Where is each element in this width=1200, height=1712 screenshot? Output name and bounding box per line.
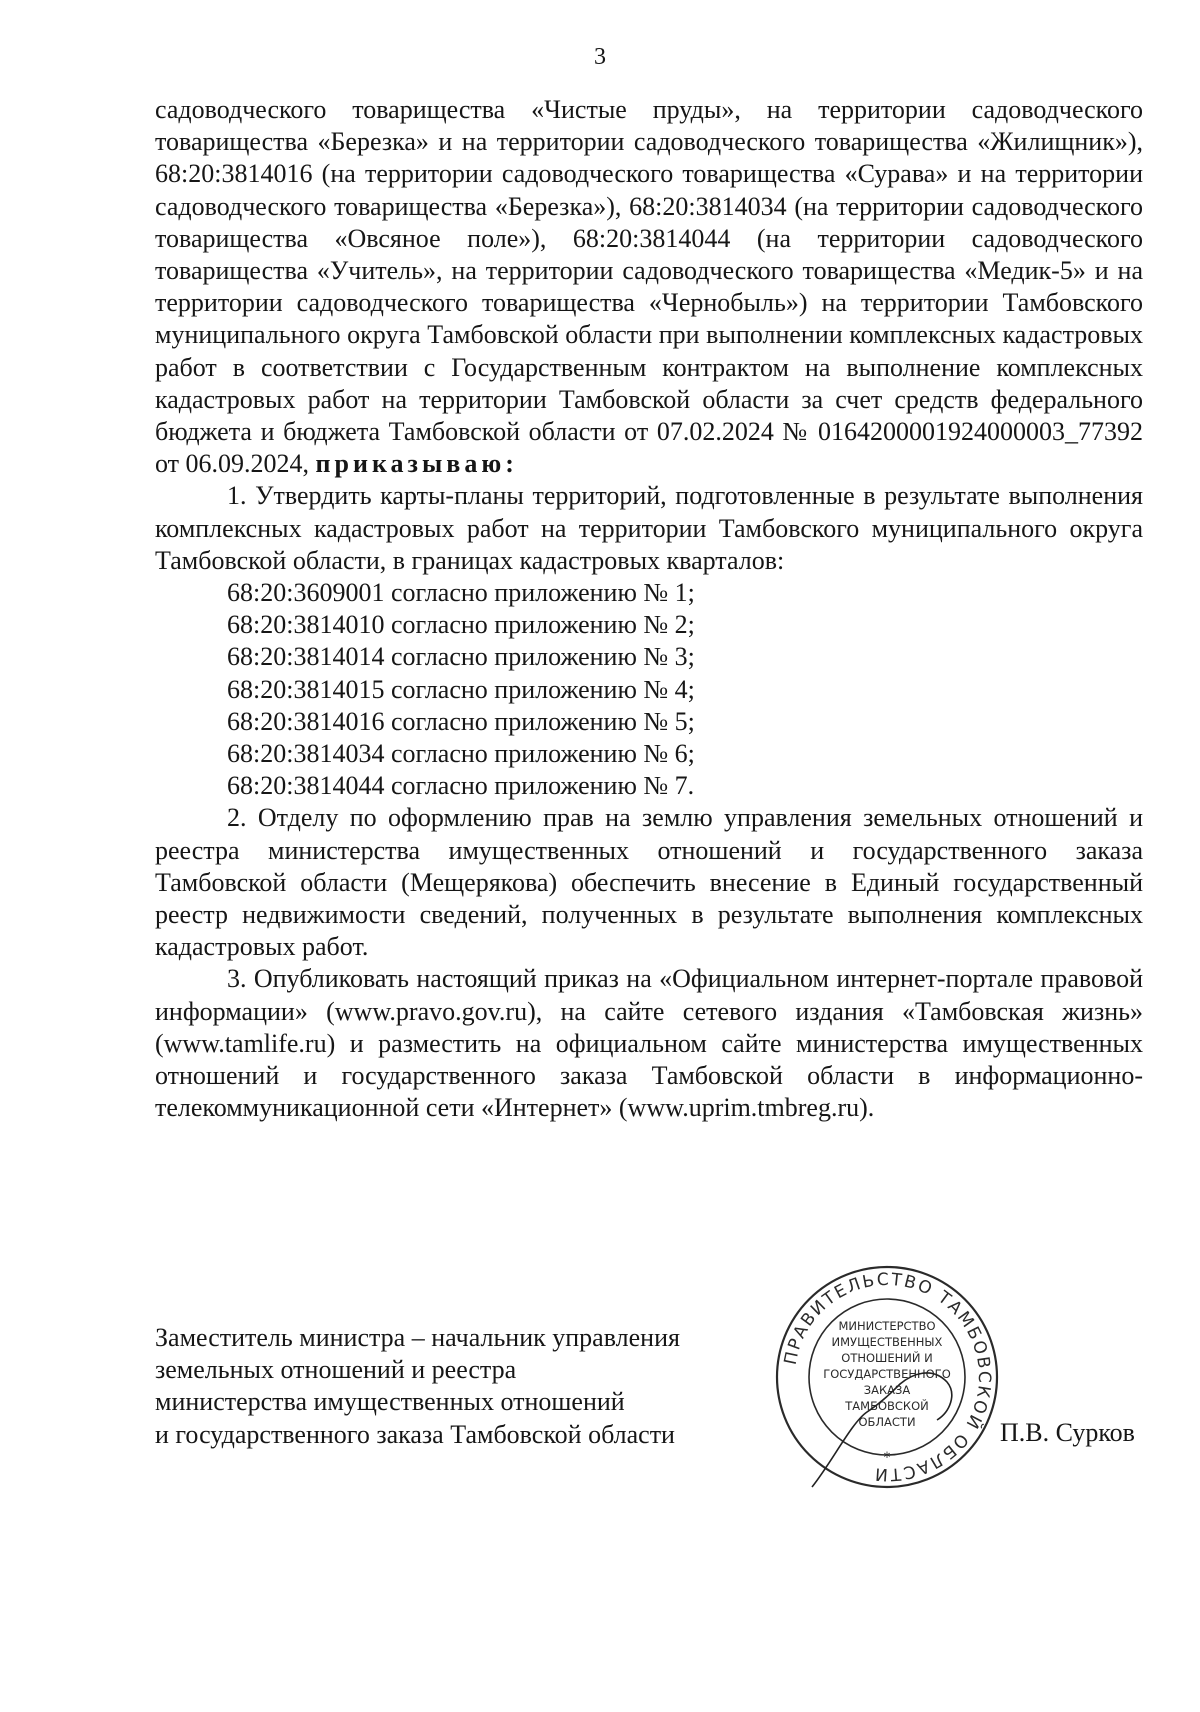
svg-text:ТАМБОВСКОЙ: ТАМБОВСКОЙ: [845, 1399, 929, 1413]
list-item: 68:20:3814034 согласно приложению № 6;: [227, 739, 695, 769]
svg-text:ОБЛАСТИ: ОБЛАСТИ: [858, 1415, 916, 1429]
official-seal: [772, 1262, 1002, 1492]
intro-text: садоводческого товарищества «Чистые пруды», на территории садоводческого товарищества «Березка» и на территории садоводческого товарищества «Жилищник»), 68:20:3814016 (на территории садоводческого товарищества «Сурава» и на территории садоводческого товарищества «Березка»), 68:20:3814034 (на территории садоводческого товарищества «Овсяное поле»), 68:20:3814044 (на территории садоводческого товарищества «Учитель», на территории садоводческого товарищества «Медик-5» и на территории садоводческого товарищества «Чернобыль») на территории Тамбовского муниципального округа Тамбовской области при выполнении комплексных кадастровых работ в соответствии с Государственным контрактом на выполнение комплексных кадастровых работ на территории Тамбовской области за счет средств федерального бюджета и бюджета Тамбовской области от 07.02.2024 № 0164200001924000003_77392 от 06.09.2024,: [155, 95, 1143, 479]
document-body: [155, 94, 1143, 1125]
position-line: и государственного заказа Тамбовской области: [155, 1419, 675, 1449]
svg-text:ОТНОШЕНИЙ И: ОТНОШЕНИЙ И: [841, 1351, 933, 1365]
seal-ring-text: ПРАВИТЕЛЬСТВО ТАМБОВСКОЙ ОБЛАСТИ: [780, 1269, 995, 1485]
list-item: 68:20:3814015 согласно приложению № 4;: [227, 674, 695, 704]
intro-paragraph: [155, 94, 1143, 480]
position-line: Заместитель министра – начальник управления: [155, 1323, 680, 1352]
list-item: 68:20:3814010 согласно приложению № 2;: [227, 610, 695, 640]
page-number: 3: [594, 44, 606, 70]
list-item: 68:20:3814044 согласно приложению № 7.: [227, 771, 695, 801]
signer-name: П.В. Сурков: [1000, 1418, 1135, 1447]
item-1-intro: 1. Утвердить карты-планы территорий, подготовленные в результате выполнения комплексных кадастровых работ на территории Тамбовского муниципального округа Тамбовской области, в границах кадастровых кварталов:: [155, 481, 1143, 575]
svg-text:ИМУЩЕСТВЕННЫХ: ИМУЩЕСТВЕННЫХ: [831, 1335, 943, 1349]
seal-star: *: [883, 1450, 891, 1466]
list-item: 68:20:3814014 согласно приложению № 3;: [227, 642, 695, 672]
position-line: министерства имущественных отношений: [155, 1387, 625, 1417]
cadastral-quarter-list: [155, 577, 1143, 802]
svg-text:ЗАКАЗА: ЗАКАЗА: [863, 1383, 911, 1397]
order-word: приказываю:: [315, 449, 518, 479]
item-3: 3. Опубликовать настоящий приказ на «Официальном интернет-портале правовой информации» (www.pravo.gov.ru), на сайте сетевого издания «Тамбовская жизнь» (www.tamlife.ru) и разместить на официальном сайте министерства имущественных отношений и государственного заказа Тамбовской области в информационно-телекоммуникационной сети «Интернет» (www.uprim.tmbreg.ru).: [155, 964, 1143, 1123]
list-item: 68:20:3609001 согласно приложению № 1;: [227, 578, 695, 608]
signature-position: [155, 1322, 755, 1451]
item-2: 2. Отделу по оформлению прав на землю управления земельных отношений и реестра министерства имущественных отношений и государственного заказа Тамбовской области (Мещерякова) обеспечить внесение в Единый государственный реестр недвижимости сведений, полученных в результате выполнения комплексных кадастровых работ.: [155, 803, 1143, 962]
seal-graphic: [772, 1262, 1002, 1492]
list-item: 68:20:3814016 согласно приложению № 5;: [227, 706, 695, 736]
position-line: земельных отношений и реестра: [155, 1355, 517, 1385]
svg-text:ГОСУДАРСТВЕННОГО: ГОСУДАРСТВЕННОГО: [823, 1367, 951, 1381]
svg-text:МИНИСТЕРСТВО: МИНИСТЕРСТВО: [838, 1319, 936, 1333]
